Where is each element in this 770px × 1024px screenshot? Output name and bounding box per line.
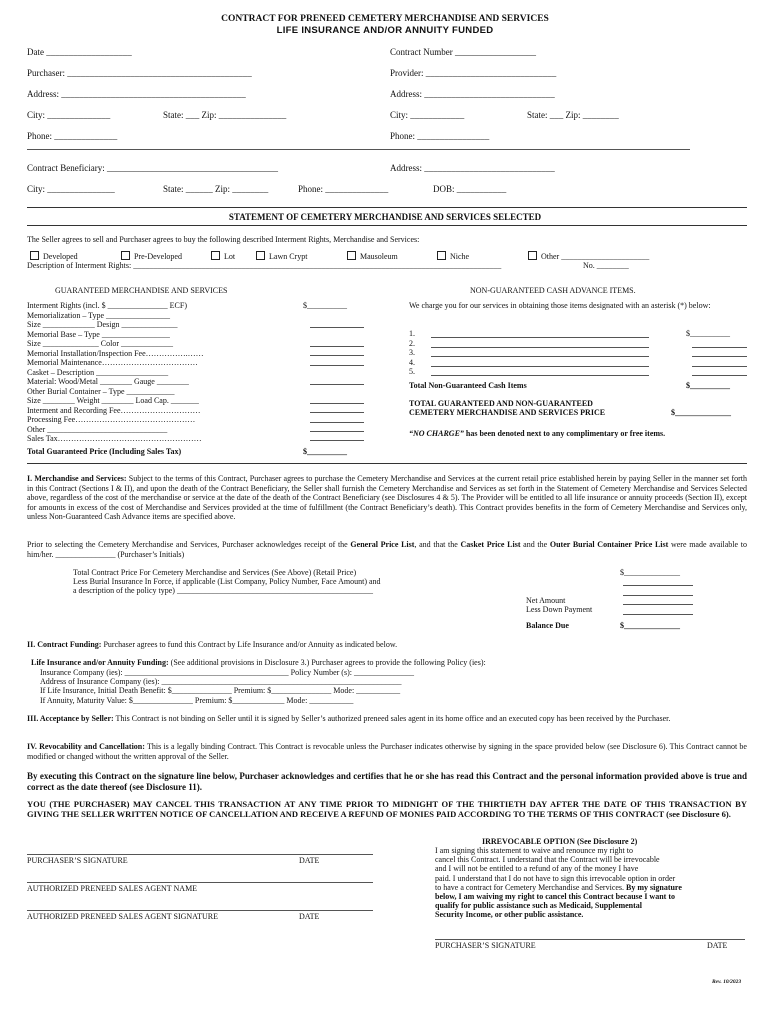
amount-line[interactable] (692, 356, 747, 357)
option-pre-developed[interactable]: Pre-Developed (121, 251, 182, 261)
amount-line[interactable] (310, 422, 364, 423)
general-price-list: General Price List (350, 540, 415, 549)
section-3-text: This Contract is not binding on Seller until it is signed by Seller’s authorized preneed sales agent in its home office and an executed copy has been received by the Purchaser. (113, 714, 671, 723)
total-contract-price-label: Total Contract Price For Cemetery Merchandise and Services (See Above) (Retail Price) (73, 568, 357, 577)
no-charge-text: has been denoted next to any complimentary or free items. (463, 429, 666, 438)
signature-line[interactable] (27, 882, 373, 883)
amount-line[interactable] (310, 384, 364, 385)
date-field[interactable]: Date ___________________ (27, 47, 132, 57)
provider-state-zip-field[interactable]: State: ___ Zip: ________ (527, 110, 619, 120)
checkbox[interactable] (30, 251, 39, 260)
section-rule (27, 463, 747, 464)
list-item[interactable]: 4. (409, 357, 415, 367)
statement-heading: STATEMENT OF CEMETERY MERCHANDISE AND SERVICES SELECTED (228, 212, 542, 222)
section-4-heading: IV. Revocability and Cancellation: (27, 742, 145, 751)
amount-line[interactable] (692, 347, 747, 348)
checkbox[interactable] (121, 251, 130, 260)
nonguaranteed-items (409, 329, 415, 377)
beneficiary-city-field[interactable]: City: _______________ (27, 184, 115, 194)
less-burial-insurance-label: Less Burial Insurance In Force, if applicable (List Company, Policy Number, Face Amount) and (73, 577, 381, 586)
amount-line[interactable] (310, 327, 364, 328)
checkbox[interactable] (211, 251, 220, 260)
list-item[interactable]: Size ______________ Color _____________ (27, 339, 173, 348)
item-line[interactable] (431, 347, 649, 348)
section-1-heading: I. Merchandise and Services: (27, 474, 127, 483)
statement-intro: The Seller agrees to sell and Purchaser agrees to buy the following described Interment Rights, Merchandise and Services: (27, 235, 420, 244)
provider-address-field[interactable]: Address: _____________________________ (390, 89, 555, 99)
list-item[interactable]: Memorial Maintenance……………………………… (27, 358, 198, 367)
checkbox[interactable] (437, 251, 446, 260)
purchaser-state-zip-field[interactable]: State: ___ Zip: _______________ (163, 110, 287, 120)
option-other[interactable]: Other ______________________ (528, 251, 649, 261)
contract-number-field[interactable]: Contract Number __________________ (390, 47, 536, 57)
list-item[interactable]: Memorial Installation/Inspection Fee…………….…… (27, 348, 204, 358)
list-item[interactable]: Other ______________________________ (27, 424, 168, 434)
section-rule (27, 207, 747, 208)
irrevocable-date-label: DATE (707, 941, 728, 950)
item-line[interactable] (431, 337, 649, 338)
outer-burial-price-list: Outer Burial Container Price List (549, 540, 669, 549)
annuity-maturity-field[interactable]: If Annuity, Maturity Value: $_______________ Premium: $_____________ Mode: ___________ (40, 696, 354, 705)
nonguaranteed-heading: NON-GUARANTEED CASH ADVANCE ITEMS. (470, 286, 636, 295)
amount-line[interactable] (310, 431, 364, 432)
list-item[interactable]: Other Burial Container – Type ____________ (27, 386, 175, 396)
life-insurance-heading: Life Insurance and/or Annuity Funding: (31, 658, 169, 667)
list-item[interactable]: 1. (409, 329, 415, 338)
interment-description-field[interactable]: Description of Interment Rights: ____________________________________________________________________________________________ (27, 261, 502, 270)
list-item[interactable]: Size _____________ Design ______________ (27, 320, 178, 329)
list-item[interactable]: 3. (409, 348, 415, 357)
guaranteed-items (27, 301, 204, 444)
section-rule (27, 225, 747, 226)
irrevocable-signature-line[interactable] (435, 939, 745, 940)
nonguaranteed-intro: We charge you for our services in obtaining those items designated with an asterisk (*) below: (409, 301, 711, 310)
provider-phone-field[interactable]: Phone: ________________ (390, 131, 490, 141)
amount-line[interactable] (623, 614, 693, 615)
nonguaranteed-first-amount[interactable]: $__________ (686, 329, 730, 338)
provider-field[interactable]: Provider: _____________________________ (390, 68, 557, 78)
purchaser-city-field[interactable]: City: ______________ (27, 110, 111, 120)
list-item[interactable]: Processing Fee……………………………………… (27, 415, 196, 424)
irrevocable-text: I am signing this statement to waive and renounce my right to cancel this Contract. I understand that the Contract will be irrevocable and I will not be entitled to a refund of any of the money I have paid. I understand that I do not have to sign this irrevocable option in order to have a contract for Cemetery Merchandise and Services. By my signature below, I am waiving my right to cancel this Contract because I want to qualify for public assistance such as Medicaid, Supplemental Security Income, or other public assistance. (435, 846, 682, 920)
insurance-address-field[interactable]: Address of Insurance Company (ies): ____________________________________________________________ (40, 677, 402, 686)
casket-price-list: Casket Price List (460, 540, 521, 549)
less-down-payment-label: Less Down Payment (526, 605, 593, 614)
amount-line[interactable] (310, 440, 364, 441)
death-benefit-field[interactable]: If Life Insurance, Initial Death Benefit: $_______________ Premium: $_______________ Mode: ___________ (40, 686, 401, 695)
provider-city-field[interactable]: City: ____________ (390, 110, 465, 120)
agent-signature-label: AUTHORIZED PRENEED SALES AGENT SIGNATURE (27, 912, 218, 921)
beneficiary-address-field[interactable]: Address: _____________________________ (390, 163, 555, 173)
list-item[interactable]: Casket – Description __________________ (27, 367, 169, 377)
grand-total-label-1: TOTAL GUARANTEED AND NON-GUARANTEED (409, 399, 593, 408)
beneficiary-dob-field[interactable]: DOB: ___________ (433, 184, 507, 194)
list-item[interactable]: Interment Rights (incl. $ _______________ ECF) (27, 301, 187, 310)
signature-line[interactable] (27, 910, 373, 911)
checkbox[interactable] (256, 251, 265, 260)
contract-subtitle: LIFE INSURANCE AND/OR ANNUITY FUNDED (276, 25, 494, 36)
checkbox[interactable] (347, 251, 356, 260)
contract-title: CONTRACT FOR PRENEED CEMETERY MERCHANDISE AND SERVICES (221, 14, 549, 24)
purchaser-phone-field[interactable]: Phone: ______________ (27, 131, 118, 141)
balance-due-label: Balance Due (526, 621, 569, 630)
cancellation-notice: YOU (THE PURCHASER) MAY CANCEL THIS TRANSACTION AT ANY TIME PRIOR TO MIDNIGHT OF THE THIRTIETH DAY AFTER THE DATE OF THIS TRANSACTION BY GIVING THE SELLER WRITTEN NOTICE OF CANCELLATION AND RECEIVE A REFUND OF MONIES PAID ACCORDING TO THE TERMS OF THIS CONTRACT (see Disclosure 6). (27, 799, 747, 819)
execution-statement: By executing this Contract on the signature line below, Purchaser acknowledges and certifies that he or she has read this Contract and the personal information provided above is true and correct as the date thereof (see Disclosure 11). (27, 771, 747, 792)
beneficiary-state-zip-field[interactable]: State: ______ Zip: ________ (163, 184, 269, 194)
irrevocable-heading: IRREVOCABLE OPTION (See Disclosure 2) (482, 837, 638, 846)
option-niche[interactable]: Niche (437, 251, 469, 261)
list-item[interactable]: Size ________ Weight ________ Load Cap. _______ (27, 396, 199, 405)
section-3-heading: III. Acceptance by Seller: (27, 714, 114, 723)
item-line[interactable] (431, 356, 649, 357)
amount-line[interactable] (310, 365, 364, 366)
life-insurance-text: (See additional provisions in Disclosure 3.) Purchaser agrees to provide the following Policy (ies): (168, 658, 486, 667)
purchaser-field[interactable]: Purchaser: _________________________________________ (27, 68, 252, 78)
balance-due-amount[interactable]: $______________ (620, 621, 680, 630)
nonguaranteed-total-amount[interactable]: $__________ (686, 381, 730, 390)
section-4-paragraph (27, 742, 747, 761)
guaranteed-first-amount[interactable]: $__________ (303, 301, 347, 310)
beneficiary-phone-field[interactable]: Phone: ______________ (298, 184, 389, 194)
option-developed[interactable]: Developed (30, 251, 78, 261)
amount-line[interactable] (623, 595, 693, 596)
item-line[interactable] (431, 366, 649, 367)
amount-line[interactable] (623, 604, 693, 605)
amount-line[interactable] (692, 375, 747, 376)
section-4-text: This is a legally binding Contract. This Contract is revocable unless the Purchaser indicates otherwise by signing in the space provided below (see Disclosure 6). This Contract cannot be modified or changed without the written approval of the Seller. (27, 742, 747, 761)
list-item[interactable]: 5. (409, 367, 415, 376)
section-2-text: Purchaser agrees to fund this Contract by Life Insurance and/or Annuity as indicated below. (101, 640, 398, 649)
no-charge-note (409, 429, 665, 438)
purchaser-signature-label: PURCHASER’S SIGNATURE (27, 856, 128, 865)
checkbox[interactable] (528, 251, 537, 260)
list-item[interactable]: Memorialization – Type ________________ (27, 310, 171, 320)
section-1-paragraph (27, 474, 747, 522)
beneficiary-field[interactable]: Contract Beneficiary: ______________________________________ (27, 163, 278, 173)
guaranteed-total-label: Total Guaranteed Price (Including Sales Tax) (27, 447, 182, 456)
divider (27, 149, 690, 150)
agent-date-label: DATE (299, 912, 320, 921)
price-list-acknowledgment: Prior to selecting the Cemetery Merchandise and Services, Purchaser acknowledges receipt of the General Price List, and that the Casket Price List and the Outer Burial Container Price List were made available to him/her. _______________ (Purchaser’s Initials) (27, 540, 747, 559)
no-charge-term: “NO CHARGE” (409, 429, 464, 438)
list-item[interactable]: Interment and Recording Fee………………………… (27, 405, 201, 415)
revision-label: Rev. 10/2023 (712, 979, 742, 985)
net-amount-label: Net Amount (526, 596, 566, 605)
grand-total-label-2: CEMETERY MERCHANDISE AND SERVICES PRICE (409, 408, 606, 417)
amount-line[interactable] (310, 403, 364, 404)
option-mausoleum[interactable]: Mausoleum (347, 251, 398, 261)
grand-total-amount[interactable]: $______________ (671, 408, 731, 417)
purchaser-date-label: DATE (299, 856, 320, 865)
policy-description-field[interactable]: a description of the policy type) _________________________________________________ (73, 586, 373, 595)
section-1-text: Subject to the terms of this Contract, Purchaser agrees to purchase the Cemetery Merchandise and Services at the current retail price established herein by paying Seller in the manner set forth in this Contract (Sections I & II), and upon the death of the Contract Beneficiary, the Seller shall furnish the Cemetery Merchandise and Services as set forth in the Statement of Cemetery Merchandise and Services Selected above, regardless of the cost of the merchandise or service at the date of the death of the Contract Beneficiary (see Disclosures 4 & 5). The Provider will be entitled to all life insurance or annuity proceeds (Section II), except for amounts in excess of the cost of Merchandise and Services provided at the time of fulfillment (the Contract Beneficiary’s death). This Contract provides benefits in the form of Cemetery Merchandise and Services only, unless Non-Guaranteed Cash Advance items are specified above. (27, 474, 747, 522)
amount-line[interactable] (310, 355, 364, 356)
amount-line[interactable] (310, 412, 364, 413)
option-lot[interactable]: Lot (211, 251, 235, 261)
insurance-company-field[interactable]: Insurance Company (ies): _________________________________________ Policy Number (s): _______________ (40, 668, 414, 677)
section-2-heading: II. Contract Funding: (27, 640, 102, 649)
item-line[interactable] (431, 375, 649, 376)
total-contract-price-amount[interactable]: $______________ (620, 568, 680, 577)
guaranteed-heading: GUARANTEED MERCHANDISE AND SERVICES (55, 286, 228, 295)
list-item[interactable]: Memorial Base – Type _________________ (27, 329, 170, 339)
section-2-paragraph (27, 640, 397, 649)
amount-line[interactable] (310, 346, 364, 347)
section-3-paragraph (27, 714, 747, 724)
signature-line[interactable] (27, 854, 373, 855)
nonguaranteed-total-label: Total Non-Guaranteed Cash Items (409, 381, 527, 390)
purchaser-address-field[interactable]: Address: _________________________________________ (27, 89, 246, 99)
life-insurance-paragraph (31, 658, 486, 667)
interment-number-field[interactable]: No. ________ (583, 261, 629, 270)
list-item[interactable]: Sales Tax……………………………………………… (27, 434, 202, 443)
list-item[interactable]: Material: Wood/Metal ________ Gauge ________ (27, 377, 189, 386)
list-item[interactable]: 2. (409, 338, 415, 348)
amount-line[interactable] (623, 585, 693, 586)
option-lawn-crypt[interactable]: Lawn Crypt (256, 251, 307, 261)
agent-name-label: AUTHORIZED PRENEED SALES AGENT NAME (27, 884, 198, 893)
amount-line[interactable] (692, 366, 747, 367)
irrevocable-purchaser-label: PURCHASER’S SIGNATURE (435, 941, 536, 950)
guaranteed-total-amount[interactable]: $__________ (303, 447, 347, 456)
